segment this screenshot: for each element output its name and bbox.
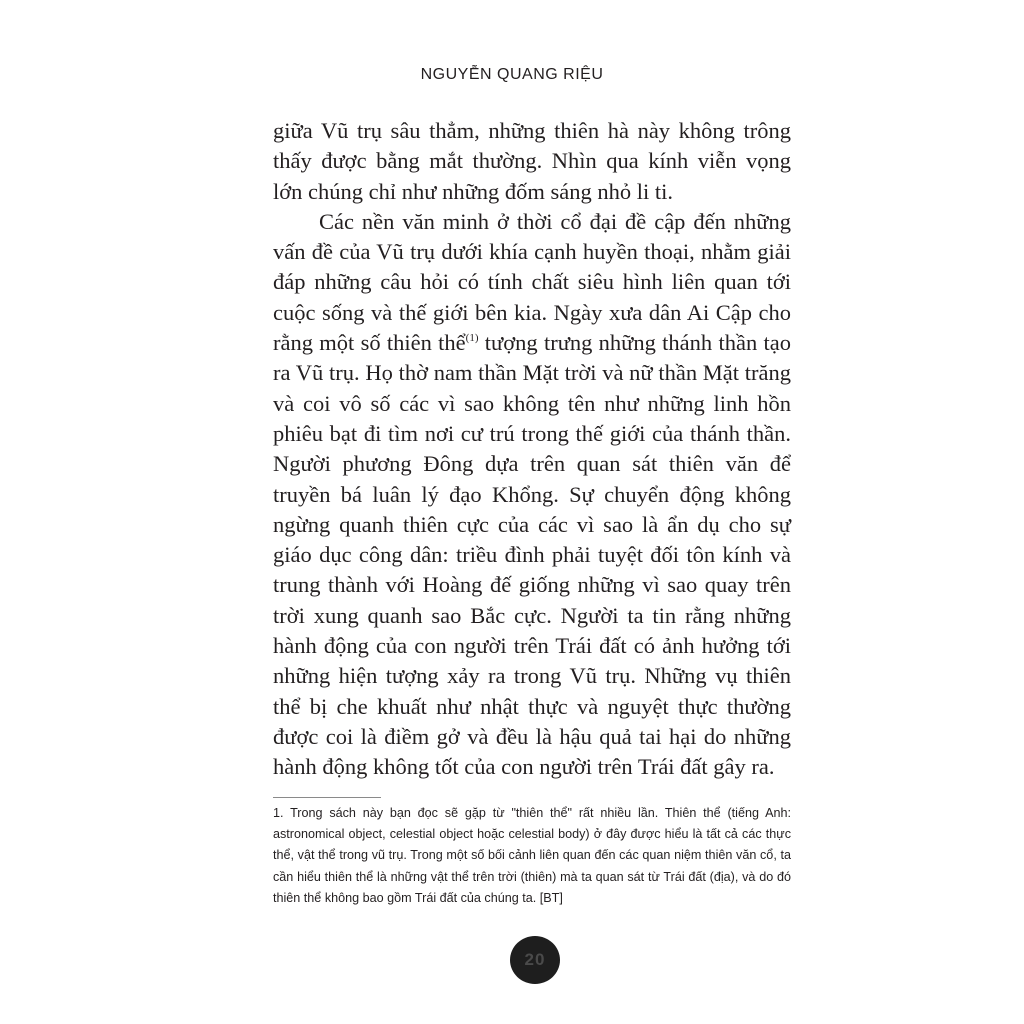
footnote: 1. Trong sách này bạn đọc sẽ gặp từ "thiên thể" rất nhiều lần. Thiên thể (tiếng Anh: astronomical object, celestial object hoặc celestial body) ở đây được hiểu là tất cả các thực thể, vật thể trong vũ trụ. Trong một số bối cảnh liên quan đến các quan niệm thiên văn cổ, ta cần hiểu thiên thể là những vật thể trên trời (thiên) mà ta quan sát từ Trái đất (địa), và do đó thiên thể không bao gồm Trái đất của chúng ta. [BT] bbox=[273, 806, 791, 905]
body-text bbox=[273, 116, 791, 783]
paragraph-1: giữa Vũ trụ sâu thẳm, những thiên hà này không trông thấy được bằng mắt thường. Nhìn qua kính viễn vọng lớn chúng chỉ như những đốm sáng nhỏ li ti. bbox=[273, 118, 791, 204]
page-number-badge bbox=[510, 936, 560, 984]
footnote-divider bbox=[273, 797, 381, 798]
page-number: 20 bbox=[524, 950, 546, 969]
running-header: NGUYỄN QUANG RIỆU bbox=[420, 66, 604, 83]
paragraph-2-part-2: tượng trưng những thánh thần tạo ra Vũ trụ. Họ thờ nam thần Mặt trời và nữ thần Mặt trăng và coi vô số các vì sao không tên như những linh hồn phiêu bạt đi tìm nơi cư trú trong thế giới của thánh thần. Người phương Đông dựa trên quan sát thiên văn để truyền bá luân lý đạo Khổng. Sự chuyển động không ngừng quanh thiên cực của các vì sao là ẩn dụ cho sự giáo dục công dân: triều đình phải tuyệt đối tôn kính và trung thành với Hoàng đế giống những vì sao quay trên trời xung quanh sao Bắc cực. Người ta tin rằng những hành động của con người trên Trái đất có ảnh hưởng tới những hiện tượng xảy ra trong Vũ trụ. Những vụ thiên thể bị che khuất như nhật thực và nguyệt thực thường được coi là điềm gở và đều là hậu quả tai hại do những hành động không tốt của con người trên Trái đất gây ra. bbox=[273, 330, 791, 780]
paragraph-2 bbox=[273, 207, 791, 783]
footnote-reference: (1) bbox=[465, 332, 479, 345]
paragraph-2-part-1: Các nền văn minh ở thời cổ đại đề cập đến những vấn đề của Vũ trụ dưới khía cạnh huyền thoại, nhằm giải đáp những câu hỏi có tính chất siêu hình liên quan tới cuộc sống và thế giới bên kia. Ngày xưa dân Ai Cập cho rằng một số thiên thể bbox=[273, 208, 791, 356]
